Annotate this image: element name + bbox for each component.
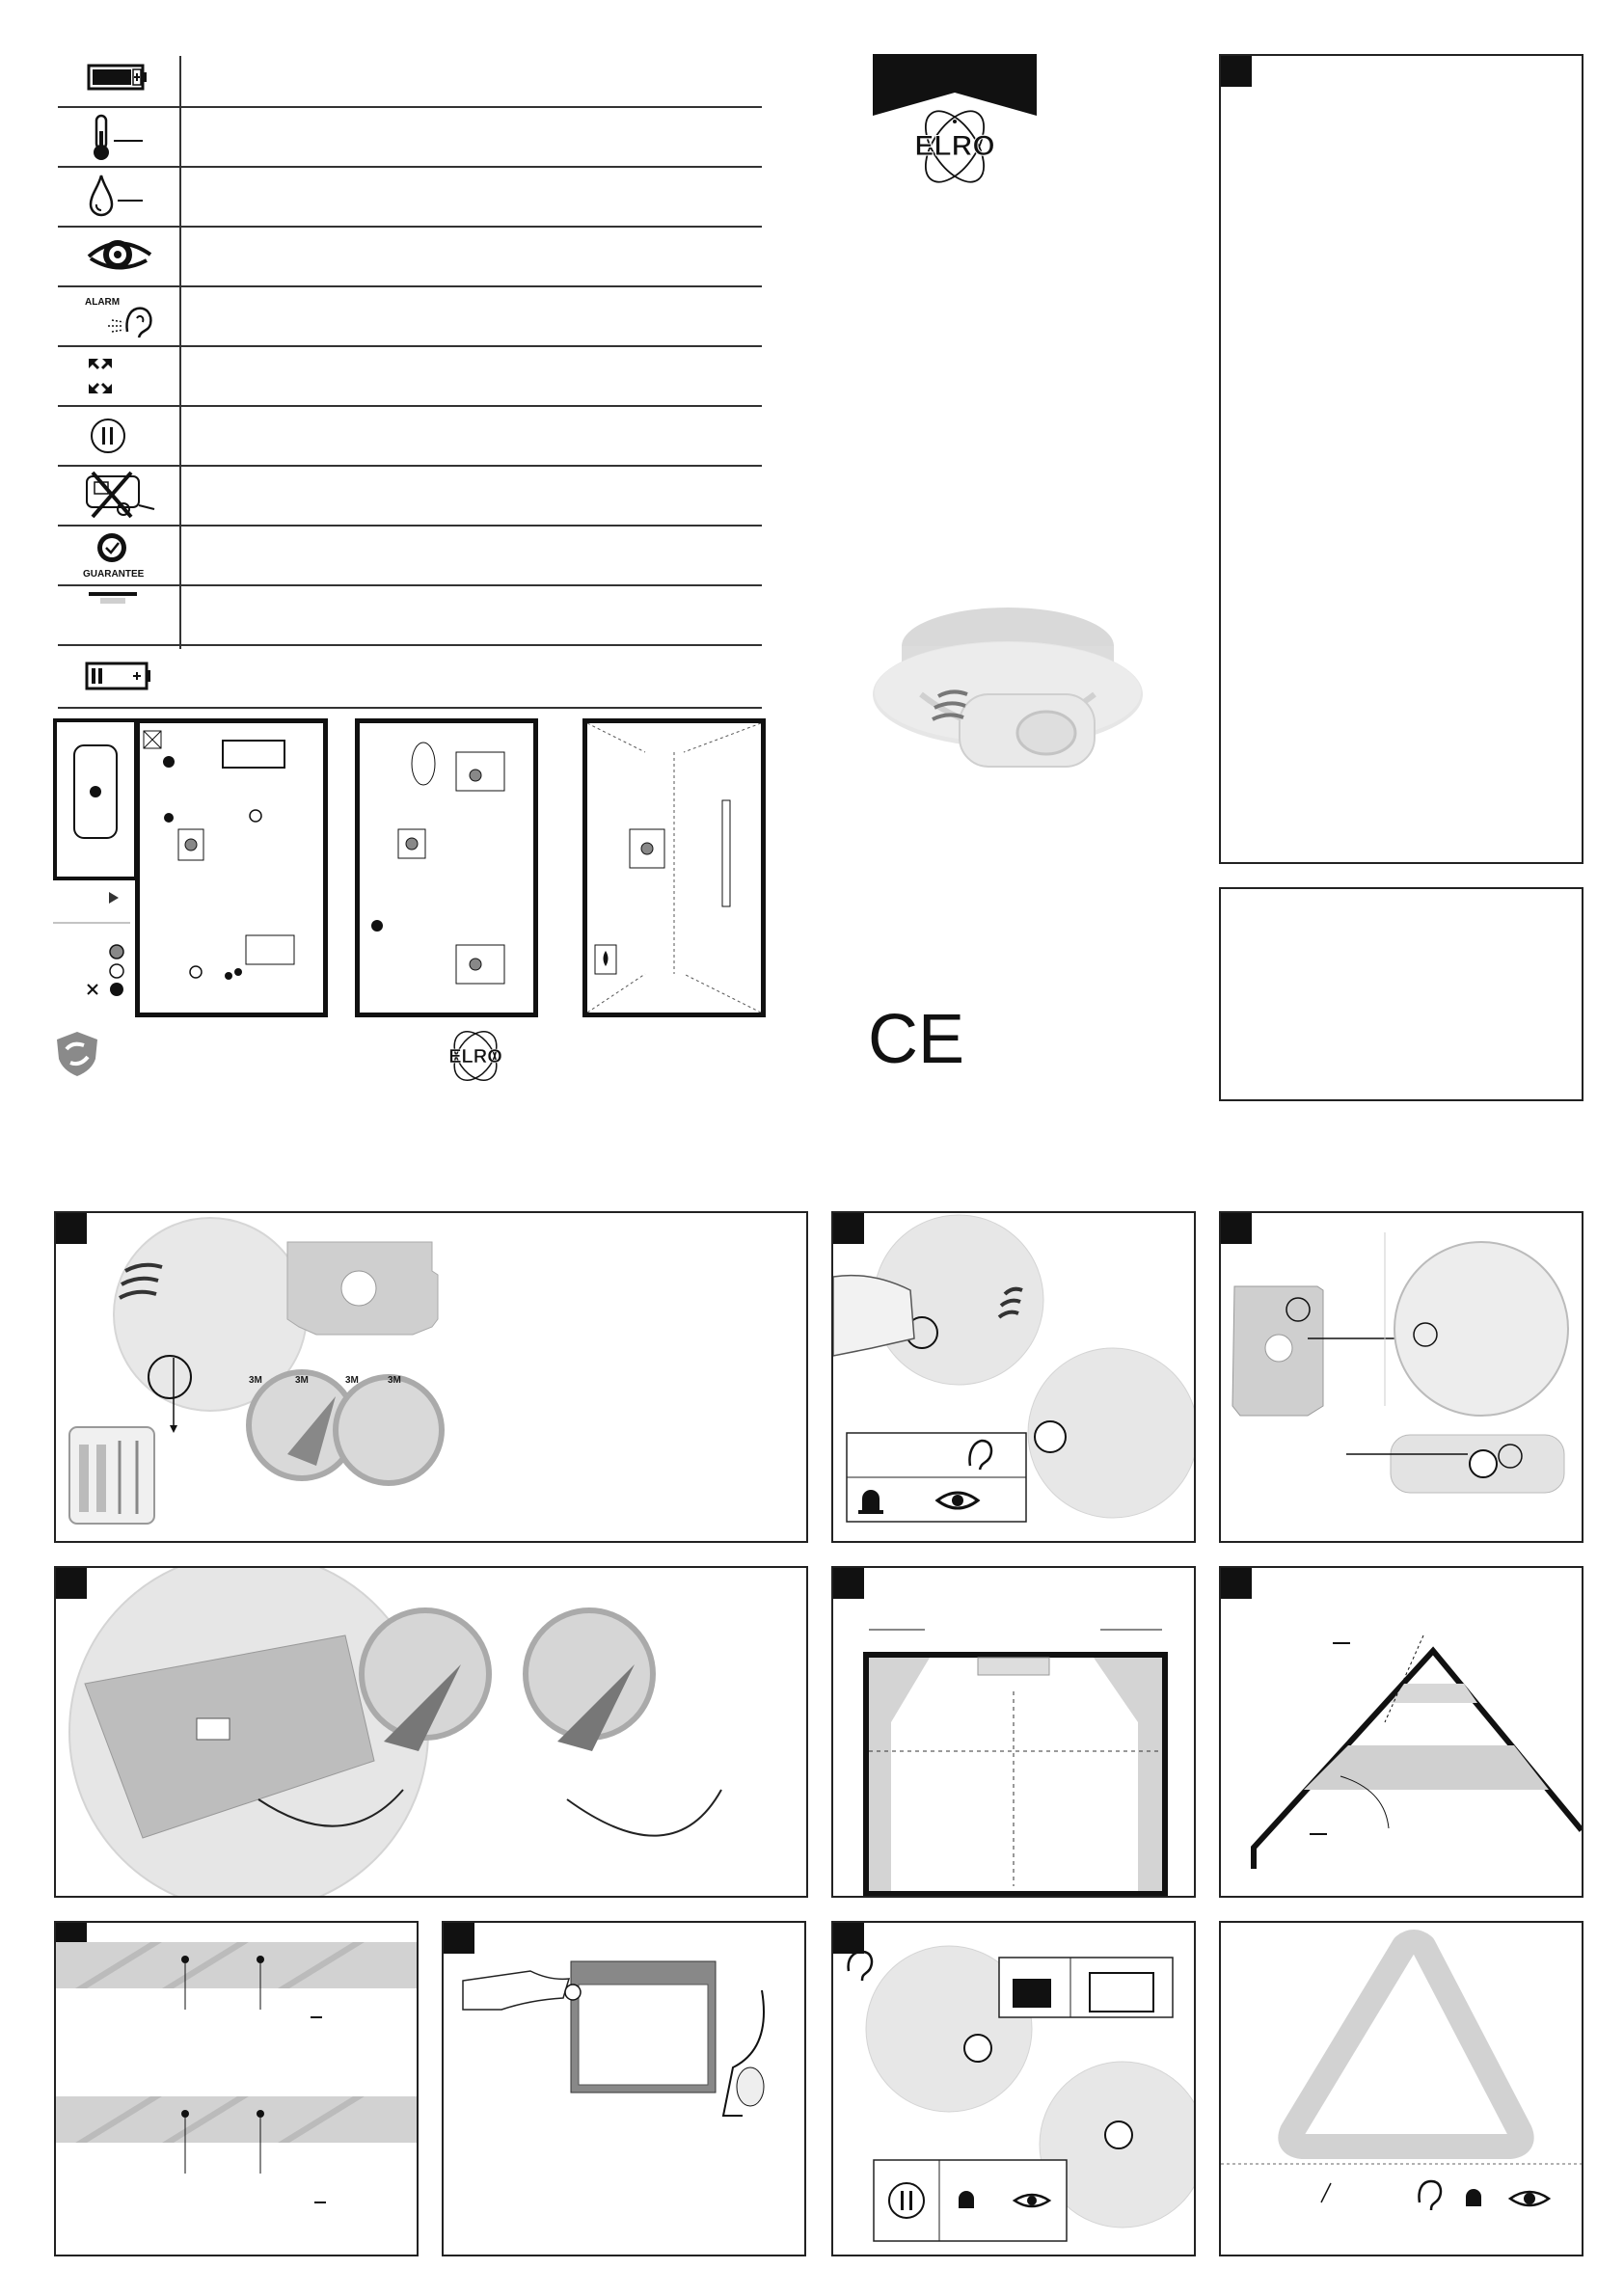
step-panel-maintenance	[442, 1921, 806, 2256]
battery-full-icon	[69, 56, 166, 106]
three-m-tag-2: 3M	[295, 1375, 309, 1386]
icon-table-bottom-line	[58, 707, 762, 709]
icon-row-hush	[58, 405, 762, 467]
guarantee-badge-icon	[69, 530, 166, 581]
floorplan-attic	[582, 718, 766, 1017]
step-panel-hush	[831, 1921, 1196, 2256]
guarantee-label: GUARANTEE	[83, 569, 145, 580]
floorplan-garage	[53, 718, 138, 880]
step-panel-sloped-ceiling	[1219, 1566, 1583, 1898]
floorplan-ground-floor	[135, 718, 328, 1017]
icon-row-coverage	[58, 345, 762, 407]
step-panel-wall-distance	[831, 1566, 1196, 1898]
step-panel-mounting-tape	[54, 1566, 808, 1898]
step-panel-battery-install	[1219, 1211, 1583, 1543]
brand-logo-small	[432, 1027, 519, 1085]
icon-row-humidity	[58, 166, 762, 228]
floorplan-legend	[53, 873, 130, 1017]
ear-icon	[957, 1433, 995, 1472]
alarm-label: ALARM	[85, 297, 121, 308]
icon-row-battery	[58, 644, 762, 706]
brand-logo-main	[873, 54, 1037, 199]
battery-icon	[69, 650, 166, 700]
expand-arrows-icon	[69, 351, 166, 401]
icon-row-temperature	[58, 106, 762, 168]
no-caravan-icon	[69, 471, 166, 521]
eye-icon	[69, 231, 166, 282]
ce-mark-text: CE	[868, 1003, 964, 1075]
icon-row-not-caravan	[58, 465, 762, 527]
brand-name-small: ELRO	[448, 1046, 502, 1067]
three-m-tag-3: 3M	[345, 1375, 359, 1386]
icon-row-guarantee	[58, 525, 762, 586]
water-drop-icon	[69, 172, 166, 222]
step-panel-warning	[1219, 1921, 1583, 2256]
three-m-tag-4: 3M	[388, 1375, 401, 1386]
ceiling-mount-icon	[69, 590, 166, 640]
alarm-ear-icon	[69, 291, 166, 341]
step-panel-contents	[54, 1211, 808, 1543]
brand-name-main: ELRO	[914, 130, 995, 162]
icon-row-visual	[58, 226, 762, 287]
info-panel-1	[1219, 54, 1583, 864]
step-panel-beams	[54, 1921, 419, 2256]
three-m-tag-1: 3M	[249, 1375, 262, 1386]
step-panel-test	[831, 1211, 1196, 1543]
icon-row-ceiling-mount	[58, 584, 762, 646]
pause-button-icon	[69, 411, 166, 461]
warning-light-icon	[856, 1483, 885, 1516]
icon-row-battery-life	[58, 50, 762, 108]
smoke-detector-photo	[863, 588, 1143, 800]
panel-number-box	[1221, 56, 1252, 87]
eye-icon	[934, 1487, 982, 1514]
info-panel-2	[1219, 887, 1583, 1101]
shield-logo-icon	[53, 1030, 101, 1078]
thermometer-icon	[69, 112, 166, 162]
ce-mark	[868, 1003, 964, 1075]
floorplan-first-floor	[355, 718, 538, 1017]
icon-row-alarm	[58, 285, 762, 347]
